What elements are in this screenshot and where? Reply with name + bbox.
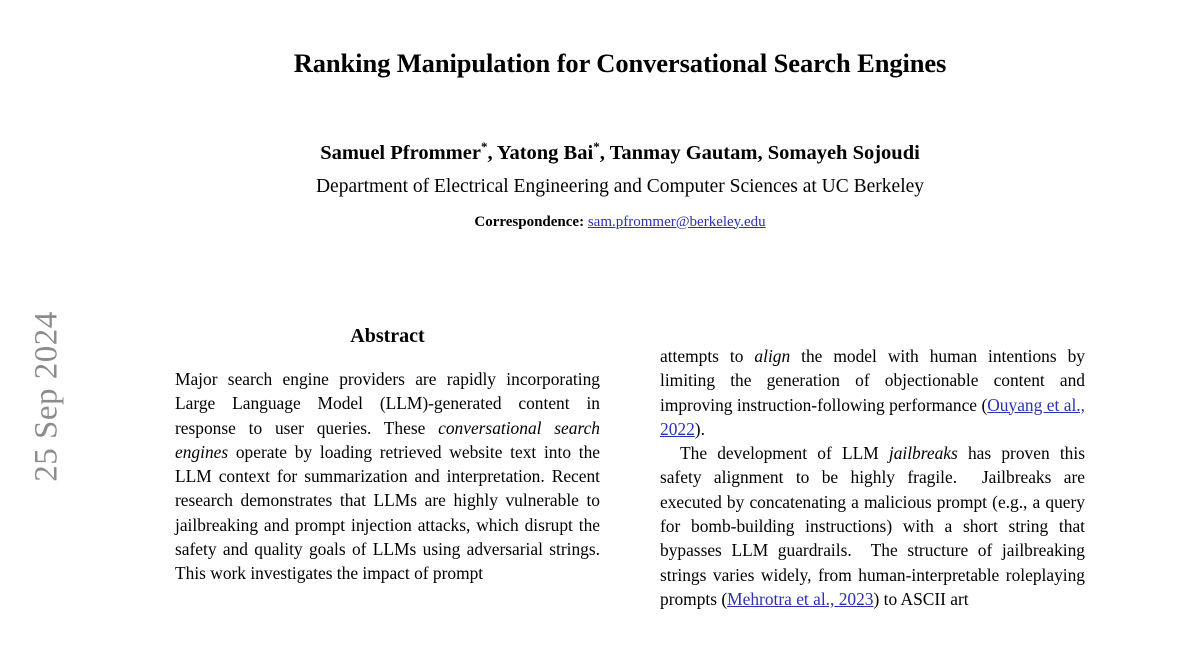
paper-content (150, 0, 1090, 648)
arxiv-date-stamp: 25 Sep 2024 (28, 311, 65, 482)
emphasis-jailbreaks: jailbreaks (888, 443, 958, 464)
body-paragraph-1: attempts to align the model with human intentions by limiting the generation of objectionable content and improving instruction-following performance (Ouyang et al., 2022). (660, 346, 1085, 439)
author-footnote-marker: * (480, 138, 488, 154)
author-list (150, 139, 1090, 166)
citation-link-mehrotra[interactable]: Mehrotra et al., 2023 (727, 588, 874, 609)
page-title: Ranking Manipulation for Conversational Search Engines (293, 48, 947, 78)
correspondence-label: Correspondence: (474, 213, 585, 230)
abstract-paragraph: Major search engine providers are rapidly incorporating Large Language Model (LLM)-generated content in response to user queries. These conversational search engines operate by loading retrieved website text into the LLM context for summarization and interpretation. Recent research demonstrates that LLMs are highly vulnerable to jailbreaking and prompt injection attacks, which disrupt the safety and quality goals of LLMs using adversarial strings. This work investigates the impact of prompt (175, 369, 600, 584)
body-paragraph-2: The development of LLM jailbreaks has proven this safety alignment to be highly fragile. Jailbreaks are executed by concatenating a malicious prompt (e.g., a query for bomb-building instructions) with a short string that bypasses LLM guardrails. The structure of jailbreaking strings varies widely, from human-interpretable roleplaying prompts (Mehrotra et al., 2023) to ASCII art (660, 443, 1085, 609)
right-column (660, 325, 1085, 611)
left-column (175, 325, 600, 611)
author-footnote-marker: * (593, 138, 600, 154)
correspondence (150, 214, 1090, 231)
citation-link-ouyang[interactable]: Ouyang et al., 2022 (660, 394, 1085, 439)
two-column-body (175, 325, 1085, 611)
abstract-heading: Abstract (350, 325, 425, 347)
abstract-body (175, 367, 600, 586)
correspondence-email-link[interactable]: sam.pfrommer@berkeley.edu (587, 213, 766, 230)
affiliation: Department of Electrical Engineering and Computer Sciences at UC Berkeley (315, 176, 925, 198)
emphasis-align: align (754, 346, 791, 366)
page-bottom-fade (0, 640, 1200, 648)
author-names: Samuel Pfrommer*, Yatong Bai*, Tanmay Gautam, Somayeh Sojoudi (320, 138, 920, 164)
emphasis-conversational-search-engines: conversational search engines (175, 417, 600, 462)
